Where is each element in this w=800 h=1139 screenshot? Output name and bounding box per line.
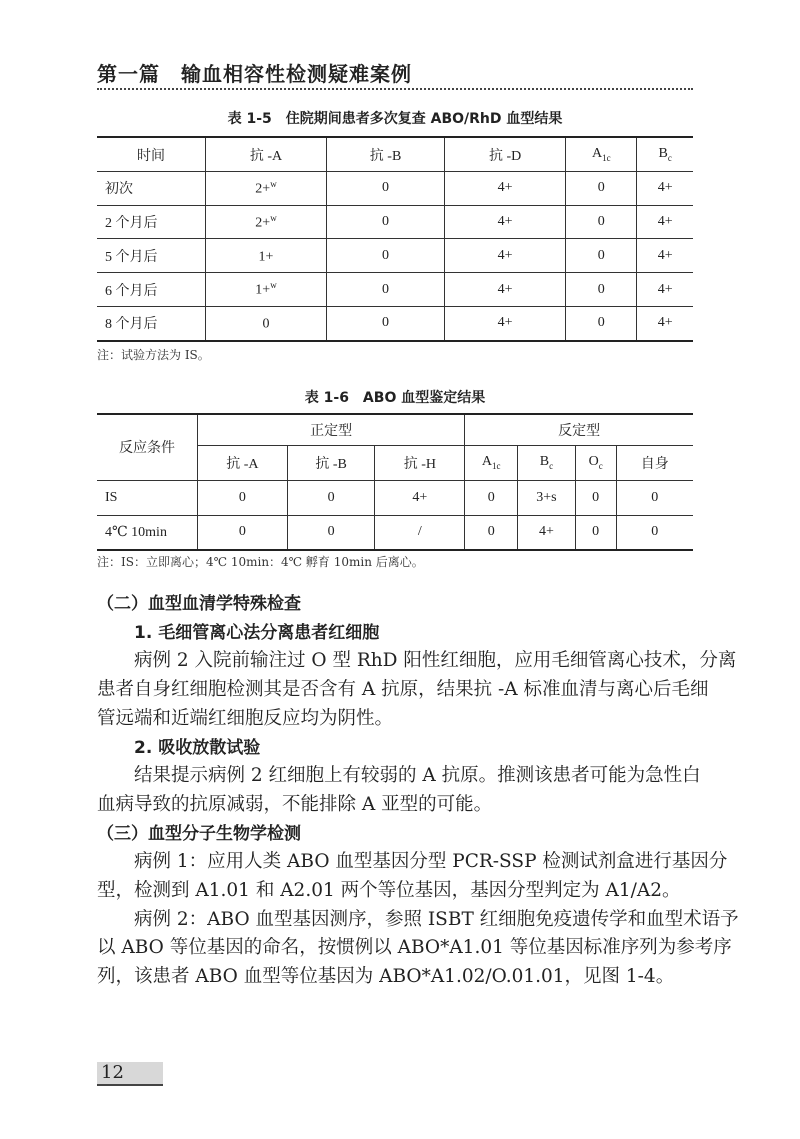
text-line: 列，该患者 ABO 血型等位基因为 ABO*A1.02/O.01.01，见图 1-4。 <box>97 966 675 988</box>
table-cell: 0 <box>198 515 288 550</box>
table-cell: 4+ <box>375 480 465 515</box>
table-cell: 4+ <box>637 172 693 206</box>
table-cell: 4+ <box>445 239 566 273</box>
table-cell: 4+ <box>445 306 566 341</box>
paragraph <box>97 906 739 992</box>
table-cell: 4+ <box>445 172 566 206</box>
table-row <box>97 205 693 239</box>
col-header: 时间 <box>97 137 206 172</box>
table-1-6-caption: 表 1-6 ABO 血型鉴定结果 <box>304 390 486 406</box>
table-row <box>97 172 693 206</box>
subsection-heading: 2. 吸收放散试验 <box>134 737 261 758</box>
col-header: 抗 -A <box>206 137 327 172</box>
body-text <box>97 590 739 992</box>
table-cell: 4+ <box>637 273 693 307</box>
col-header: 抗 -B <box>287 445 375 480</box>
table-cell: 4℃ 10min <box>97 515 198 550</box>
table-cell: 0 <box>575 480 616 515</box>
table-cell: 4+ <box>445 273 566 307</box>
table-1-5 <box>97 136 693 342</box>
page-number: 12 <box>97 1062 163 1086</box>
table-cell: 4+ <box>637 306 693 341</box>
table-cell: 4+ <box>445 205 566 239</box>
col-header: $A_{1c}$ <box>566 137 637 172</box>
table-row <box>97 239 693 273</box>
col-header: 抗 -D <box>445 137 566 172</box>
col-header: $B_c$ <box>637 137 693 172</box>
table-cell: 0 <box>206 306 327 341</box>
col-header: 抗 -B <box>326 137 444 172</box>
paragraph <box>97 647 737 733</box>
col-header: 抗 -H <box>375 445 465 480</box>
table-cell: 0 <box>465 480 518 515</box>
table-cell: 5 个月后 <box>97 239 206 273</box>
table-cell: / <box>375 515 465 550</box>
table-cell: 4+ <box>637 205 693 239</box>
table-1-6-note: 注：IS：立即离心；4℃ 10min：4℃ 孵育 10min 后离心。 <box>97 555 424 569</box>
text-line: 病例 1：应用人类 ABO 血型基因分型 PCR-SSP 检测试剂盒进行基因分 <box>134 851 728 873</box>
paragraph <box>97 762 701 819</box>
table-cell: 0 <box>566 273 637 307</box>
table-cell: 0 <box>575 515 616 550</box>
table-cell: 0 <box>287 480 375 515</box>
table-cell: 0 <box>566 172 637 206</box>
col-header: 自身 <box>616 445 693 480</box>
text-line: 结果提示病例 2 红细胞上有较弱的 A 抗原。推测该患者可能为急性白 <box>134 765 701 787</box>
table-cell: 0 <box>326 205 444 239</box>
col-group-header: 反定型 <box>465 414 693 445</box>
table-cell: 6 个月后 <box>97 273 206 307</box>
table-cell: 2 个月后 <box>97 205 206 239</box>
col-header: $A_{1c}$ <box>465 445 518 480</box>
table-cell: 0 <box>616 480 693 515</box>
table-cell: 0 <box>465 515 518 550</box>
text-line: 血病导致的抗原减弱，不能排除 A 亚型的可能。 <box>97 793 493 815</box>
table-cell: 初次 <box>97 172 206 206</box>
table-cell: 0 <box>326 273 444 307</box>
header-divider <box>97 88 693 90</box>
table-cell: 1+$^w$ <box>206 273 327 307</box>
table-cell: 8 个月后 <box>97 306 206 341</box>
paragraph <box>97 848 728 905</box>
table-cell: 0 <box>326 172 444 206</box>
table-cell: 0 <box>566 205 637 239</box>
table-1-6 <box>97 413 693 551</box>
table-1-5-note: 注：试验方法为 IS。 <box>97 348 210 362</box>
col-header: 反应条件 <box>97 414 198 480</box>
col-group-header: 正定型 <box>198 414 465 445</box>
text-line: 管远端和近端红细胞反应均为阴性。 <box>97 707 394 729</box>
table-cell: 3+s <box>518 480 576 515</box>
section-heading: （三）血型分子生物学检测 <box>97 823 301 844</box>
table-cell: 0 <box>326 239 444 273</box>
section-heading: （二）血型血清学特殊检查 <box>97 594 301 614</box>
table-cell: 0 <box>198 480 288 515</box>
table-row <box>97 306 693 341</box>
table-header-row <box>97 137 693 172</box>
table-row <box>97 515 693 550</box>
table-cell: 4+ <box>637 239 693 273</box>
text-line: 型，检测到 A1.01 和 A2.01 两个等位基因，基因分型判定为 A1/A2。 <box>97 880 681 902</box>
table-cell: 0 <box>616 515 693 550</box>
subsection-heading: 1. 毛细管离心法分离患者红细胞 <box>134 622 380 643</box>
table-row <box>97 480 693 515</box>
table-row <box>97 273 693 307</box>
table-cell: 0 <box>566 306 637 341</box>
text-line: 病例 2：ABO 血型基因测序，参照 ISBT 红细胞免疫遗传学和血型术语予 <box>134 908 739 930</box>
table-cell: 0 <box>566 239 637 273</box>
table-cell: IS <box>97 480 198 515</box>
table-cell: 2+$^w$ <box>206 172 327 206</box>
table-cell: 0 <box>326 306 444 341</box>
text-line: 患者自身红细胞检测其是否含有 A 抗原，结果抗 -A 标准血清与离心后毛细 <box>97 679 709 701</box>
table-1-5-caption: 表 1-5 住院期间患者多次复查 ABO/RhD 血型结果 <box>227 111 563 127</box>
table-cell: 4+ <box>518 515 576 550</box>
col-header: $O_c$ <box>575 445 616 480</box>
text-line: 以 ABO 等位基因的命名，按惯例以 ABO*A1.01 等位基因标准序列为参考序 <box>97 937 732 959</box>
table-cell: 2+$^w$ <box>206 205 327 239</box>
part-title: 第一篇 输血相容性检测疑难案例 <box>97 62 412 86</box>
table-cell: 1+ <box>206 239 327 273</box>
table-cell: 0 <box>287 515 375 550</box>
col-header: 抗 -A <box>198 445 288 480</box>
col-header: $B_c$ <box>518 445 576 480</box>
text-line: 病例 2 入院前输注过 O 型 RhD 阳性红细胞，应用毛细管离心技术，分离 <box>134 650 737 672</box>
